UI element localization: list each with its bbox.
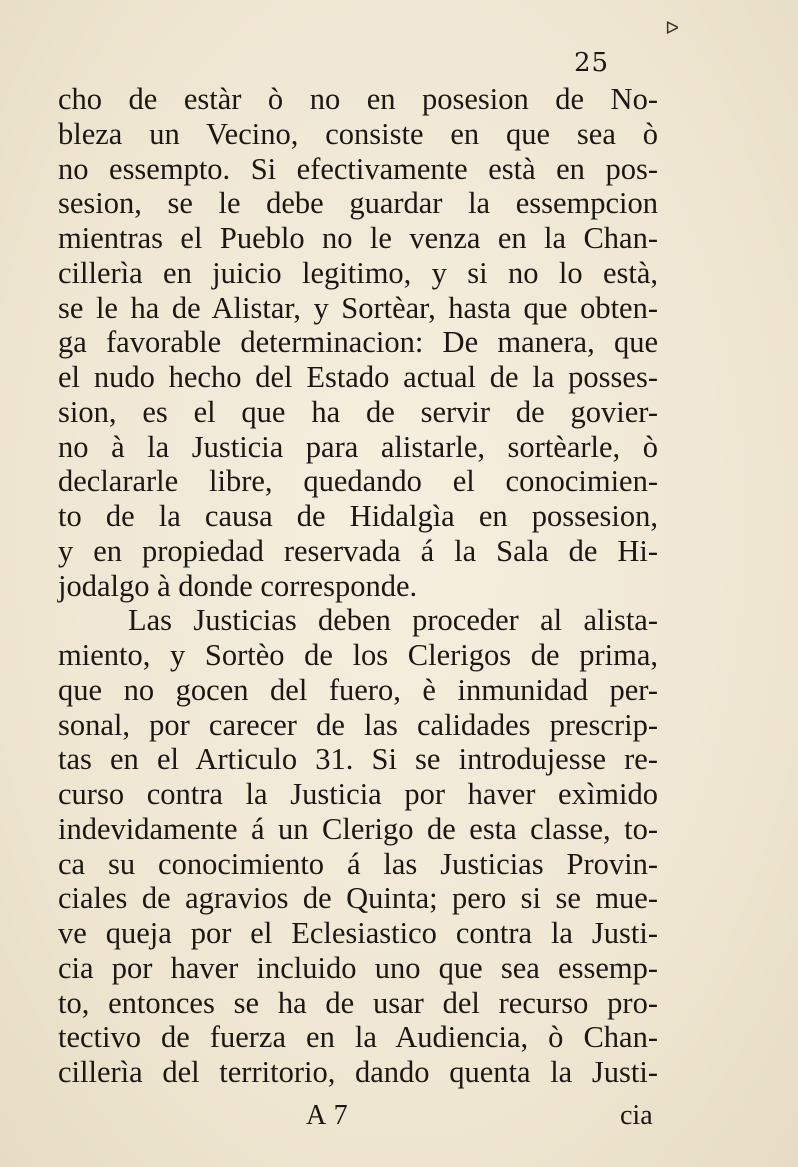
text-line: el nudo hecho del Estado actual de la posses- xyxy=(58,360,658,394)
text-line: ciales de agravios de Quinta; pero si se mue- xyxy=(58,881,658,916)
text-line: mientras el Pueblo no le venza en la Chan- xyxy=(58,221,658,255)
text-line: y en propiedad reservada á la Sala de Hi- xyxy=(58,533,658,568)
text-line: tas en el Articulo 31. Si se introdujesse re- xyxy=(58,742,658,777)
text-line: curso contra la Justicia por haver exìmido xyxy=(58,777,658,811)
catchword: cia xyxy=(620,1100,653,1131)
text-line: tectivo de fuerza en la Audiencia, ò Chan- xyxy=(58,1020,658,1055)
page-number: 25 xyxy=(574,48,610,78)
text-line: sonal, por carecer de las calidades prescrip- xyxy=(58,707,658,742)
text-line: to, entonces se ha de usar del recurso pro- xyxy=(58,985,658,1020)
text-line: sion, es el que ha de servir de govier- xyxy=(58,394,658,429)
text-line: que no gocen del fuero, è inmunidad per- xyxy=(58,672,658,707)
text-line: bleza un Vecino, consiste en que sea ò xyxy=(58,116,658,151)
text-line: se le ha de Alistar, y Sortèar, hasta que obten- xyxy=(58,290,658,325)
text-line: declararle libre, quedando el conocimien- xyxy=(58,464,658,499)
body-text xyxy=(58,82,658,1090)
text-line: no à la Justicia para alistarle, sortèarle, ò xyxy=(58,429,658,464)
text-line: cho de estàr ò no en posesion de No- xyxy=(58,82,658,116)
text-line: cillerìa en juicio legitimo, y si no lo està, xyxy=(58,255,658,290)
corner-mark: ᐅ xyxy=(665,18,678,39)
paragraph-start-line: Las Justicias deben proceder al alista- xyxy=(128,603,658,638)
text-line: jodalgo à donde corresponde. xyxy=(58,568,418,603)
text-line: indevidamente á un Clerigo de esta classe, to- xyxy=(58,811,658,846)
text-line: ga favorable determinacion: De manera, que xyxy=(58,325,658,360)
text-line: sesion, se le debe guardar la essempcion xyxy=(58,186,658,221)
text-line: ve queja por el Eclesiastico contra la Justi- xyxy=(58,916,658,950)
text-line: cia por haver incluido uno que sea essemp- xyxy=(58,950,658,985)
text-line: cillerìa del territorio, dando quenta la Justi- xyxy=(58,1055,658,1089)
text-line: miento, y Sortèo de los Clerigos de prima, xyxy=(58,638,658,672)
text-line: no essempto. Si efectivamente està en pos- xyxy=(58,151,658,186)
text-line: to de la causa de Hidalgìa en possesion, xyxy=(58,499,658,533)
signature-mark: A 7 xyxy=(306,1100,349,1131)
text-line: ca su conocimiento á las Justicias Provin- xyxy=(58,846,658,881)
